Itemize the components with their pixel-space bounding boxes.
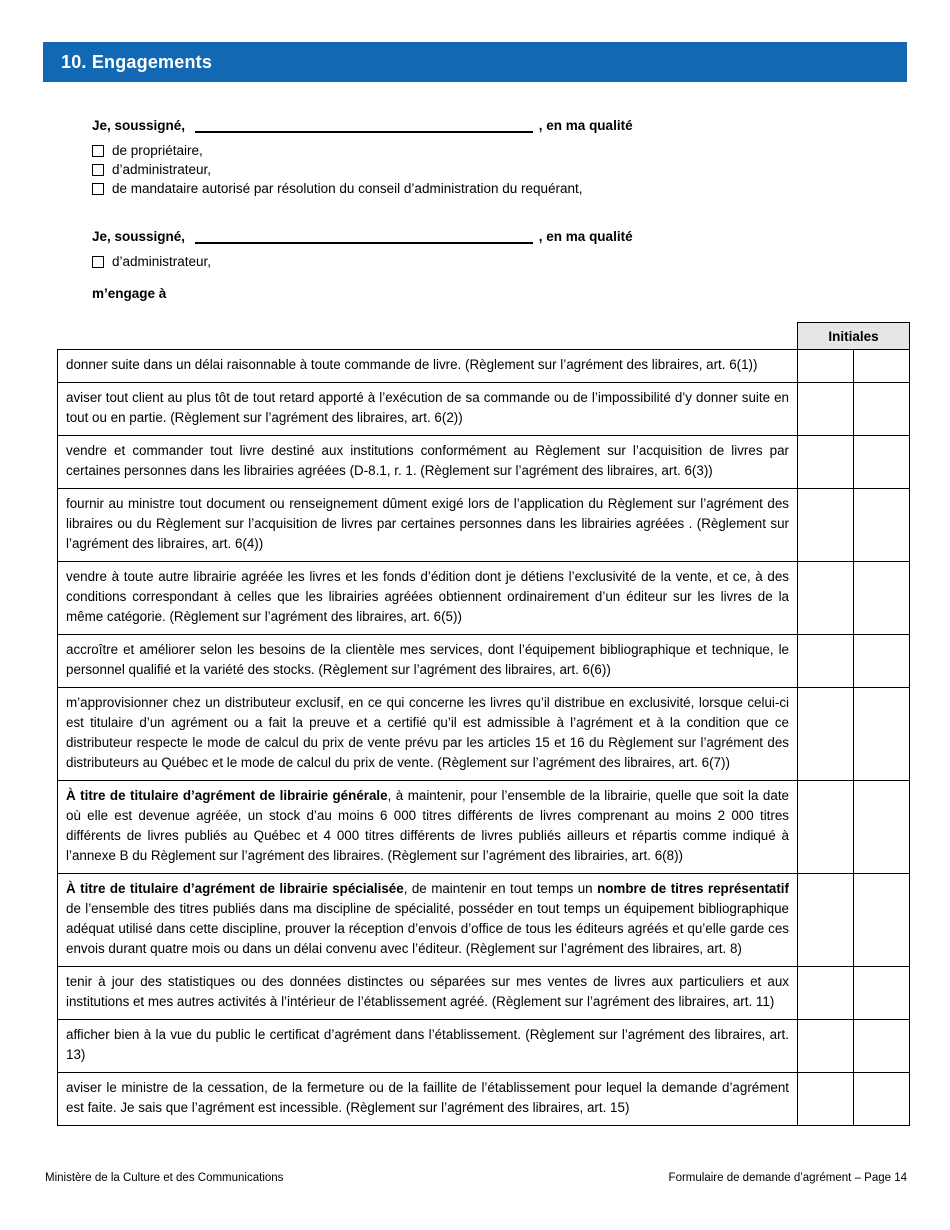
initials-input-cell[interactable] xyxy=(798,874,854,967)
quality-option-row xyxy=(92,179,583,198)
initials-input-cell[interactable] xyxy=(798,436,854,489)
engagements-table-body xyxy=(58,350,910,1126)
engagement-text: vendre à toute autre librairie agréée les livres et les fonds d’édition dont je détiens l’exclusivité de la vente, et ce, à des conditions correspondant à celles que les librairies agréées obtiennent ordinairement d’un éditeur sur les livres de la même catégorie. (Règlement sur l’agrément des libraires, art. 6(5)) xyxy=(58,562,798,635)
initials-input-cell[interactable] xyxy=(854,688,910,781)
quality-option-row xyxy=(92,252,211,271)
initials-input-cell[interactable] xyxy=(854,1073,910,1126)
declaration-line-2 xyxy=(92,229,633,244)
engagement-text: À titre de titulaire d’agrément de librairie spécialisée, de maintenir en tout temps un nombre de titres représentatif de l’ensemble des titres publiés dans ma discipline de spécialité, posséder en tout temps un équipement bibliographique adéquat utilisé dans cette discipline, prouver la réception d’envois d’office de tous les éditeurs agréés et qu’elle garde ces envois durant quatre mois ou dans un délai convenu avec l’éditeur. (Règlement sur l’agrément des libraires, art. 8) xyxy=(58,874,798,967)
initials-input-cell[interactable] xyxy=(854,874,910,967)
initials-input-cell[interactable] xyxy=(854,967,910,1020)
engagements-table xyxy=(57,322,910,1126)
engagement-row xyxy=(58,874,910,967)
quality-option-row xyxy=(92,160,583,179)
initials-column-header: Initiales xyxy=(798,323,910,350)
declaration-options-1 xyxy=(92,141,583,198)
quality-option-label: d’administrateur, xyxy=(112,162,212,177)
quality-option-label: de propriétaire, xyxy=(112,143,203,158)
quality-checkbox[interactable] xyxy=(92,164,104,176)
header-spacer xyxy=(58,323,798,350)
engagement-text: aviser le ministre de la cessation, de la fermeture ou de la faillite de l’établissement pour lequel la demande d’agrément est faite. Je sais que l’agrément est incessible. (Règlement sur l’agrément des libraires, art. 15) xyxy=(58,1073,798,1126)
engagement-row xyxy=(58,562,910,635)
signature-name-field[interactable] xyxy=(195,229,533,244)
initials-input-cell[interactable] xyxy=(798,562,854,635)
section-title-bar xyxy=(43,42,907,82)
engagement-text: afficher bien à la vue du public le certificat d’agrément dans l’établissement. (Règlement sur l’agrément des libraires, art. 13) xyxy=(58,1020,798,1073)
engagement-row xyxy=(58,688,910,781)
quality-option-label: d’administrateur, xyxy=(112,254,212,269)
declaration-line-1 xyxy=(92,118,633,133)
engagement-row xyxy=(58,781,910,874)
engagement-text: tenir à jour des statistiques ou des données distinctes ou séparées sur mes ventes de livres aux particuliers et aux institutions et mes autres activités à l’intérieur de l’établissement agréé. (Règlement sur l’agrément des libraires, art. 11) xyxy=(58,967,798,1020)
footer-page-number: Formulaire de demande d’agrément – Page 14 xyxy=(668,1172,907,1184)
signature-name-field[interactable] xyxy=(195,118,533,133)
engagement-text: fournir au ministre tout document ou renseignement dûment exigé lors de l’application du Règlement sur l’agrément des libraires ou du Règlement sur l’acquisition de livres par certaines personnes dans les librairies agréées . (Règlement sur l’agrément des libraires, art. 6(4)) xyxy=(58,489,798,562)
initials-input-cell[interactable] xyxy=(798,489,854,562)
engagement-text: accroître et améliorer selon les besoins de la clientèle mes services, dont l’équipement bibliographique et technique, le personnel qualifié et la variété des stocks. (Règlement sur l’agrément des libraires, art. 6(6)) xyxy=(58,635,798,688)
table-header-row xyxy=(58,323,910,350)
engagement-row xyxy=(58,967,910,1020)
section-title: 10. Engagements xyxy=(61,51,213,72)
initials-input-cell[interactable] xyxy=(798,1073,854,1126)
quality-checkbox[interactable] xyxy=(92,145,104,157)
initials-input-cell[interactable] xyxy=(854,562,910,635)
engagement-row xyxy=(58,350,910,383)
declaration-tail: , en ma qualité xyxy=(538,118,633,133)
engagement-text: donner suite dans un délai raisonnable à toute commande de livre. (Règlement sur l’agrément des libraires, art. 6(1)) xyxy=(58,350,798,383)
engagement-row xyxy=(58,436,910,489)
initials-input-cell[interactable] xyxy=(854,635,910,688)
initials-input-cell[interactable] xyxy=(798,967,854,1020)
quality-option-label: de mandataire autorisé par résolution du conseil d’administration du requérant, xyxy=(112,181,583,196)
initials-input-cell[interactable] xyxy=(854,436,910,489)
declaration-lead: Je, soussigné, xyxy=(92,118,189,133)
initials-input-cell[interactable] xyxy=(798,1020,854,1073)
declaration-lead: Je, soussigné, xyxy=(92,229,189,244)
declaration-options-2 xyxy=(92,252,211,271)
initials-input-cell[interactable] xyxy=(854,489,910,562)
initials-input-cell[interactable] xyxy=(798,635,854,688)
engagement-row xyxy=(58,1020,910,1073)
page-footer xyxy=(45,1172,907,1184)
quality-checkbox[interactable] xyxy=(92,183,104,195)
initials-input-cell[interactable] xyxy=(798,350,854,383)
engagement-text: m’approvisionner chez un distributeur exclusif, en ce qui concerne les livres qu’il distribue en exclusivité, lorsque celui-ci est titulaire d’un agrément ou a fait la preuve et a certifié qu’il est admissible à l’agrément et à la condition que ce distributeur respecte le mode de calcul du prix de vente prévu par les articles 15 et 16 du Règlement sur l’agrément des distributeurs au Québec et le mode de calcul du prix de vente. (Règlement sur l’agrément des libraires, art. 6(7)) xyxy=(58,688,798,781)
initials-input-cell[interactable] xyxy=(854,350,910,383)
initials-input-cell[interactable] xyxy=(798,781,854,874)
initials-input-cell[interactable] xyxy=(854,781,910,874)
engagement-text: À titre de titulaire d’agrément de librairie générale, à maintenir, pour l’ensemble de la librairie, quelle que soit la date où elle est devenue agréée, un stock d’au moins 6 000 titres différents de livres comprenant au moins 2 000 titres différents de livres publiés au Québec et 4 000 titres différents de livres publiés ailleurs et répartis comme indiqué à l’annexe B du Règlement sur l’agrément des libraires. (Règlement sur l’agrément des librairies, art. 6(8)) xyxy=(58,781,798,874)
engagement-row xyxy=(58,383,910,436)
engagement-row xyxy=(58,489,910,562)
engagement-text: aviser tout client au plus tôt de tout retard apporté à l’exécution de sa commande ou de l’impossibilité d’y donner suite en tout ou en partie. (Règlement sur l’agrément des libraires, art. 6(2)) xyxy=(58,383,798,436)
engage-label: m’engage à xyxy=(92,286,167,301)
quality-checkbox[interactable] xyxy=(92,256,104,268)
engagement-text: vendre et commander tout livre destiné aux institutions conformément au Règlement sur l’acquisition de livres par certaines personnes dans les librairies agréées (D-8.1, r. 1. (Règlement sur l’agrément des libraires, art. 6(3)) xyxy=(58,436,798,489)
quality-option-row xyxy=(92,141,583,160)
initials-input-cell[interactable] xyxy=(854,1020,910,1073)
initials-input-cell[interactable] xyxy=(798,383,854,436)
footer-ministry: Ministère de la Culture et des Communications xyxy=(45,1172,284,1184)
initials-input-cell[interactable] xyxy=(854,383,910,436)
engagement-row xyxy=(58,1073,910,1126)
initials-input-cell[interactable] xyxy=(798,688,854,781)
engagement-row xyxy=(58,635,910,688)
declaration-tail: , en ma qualité xyxy=(538,229,633,244)
